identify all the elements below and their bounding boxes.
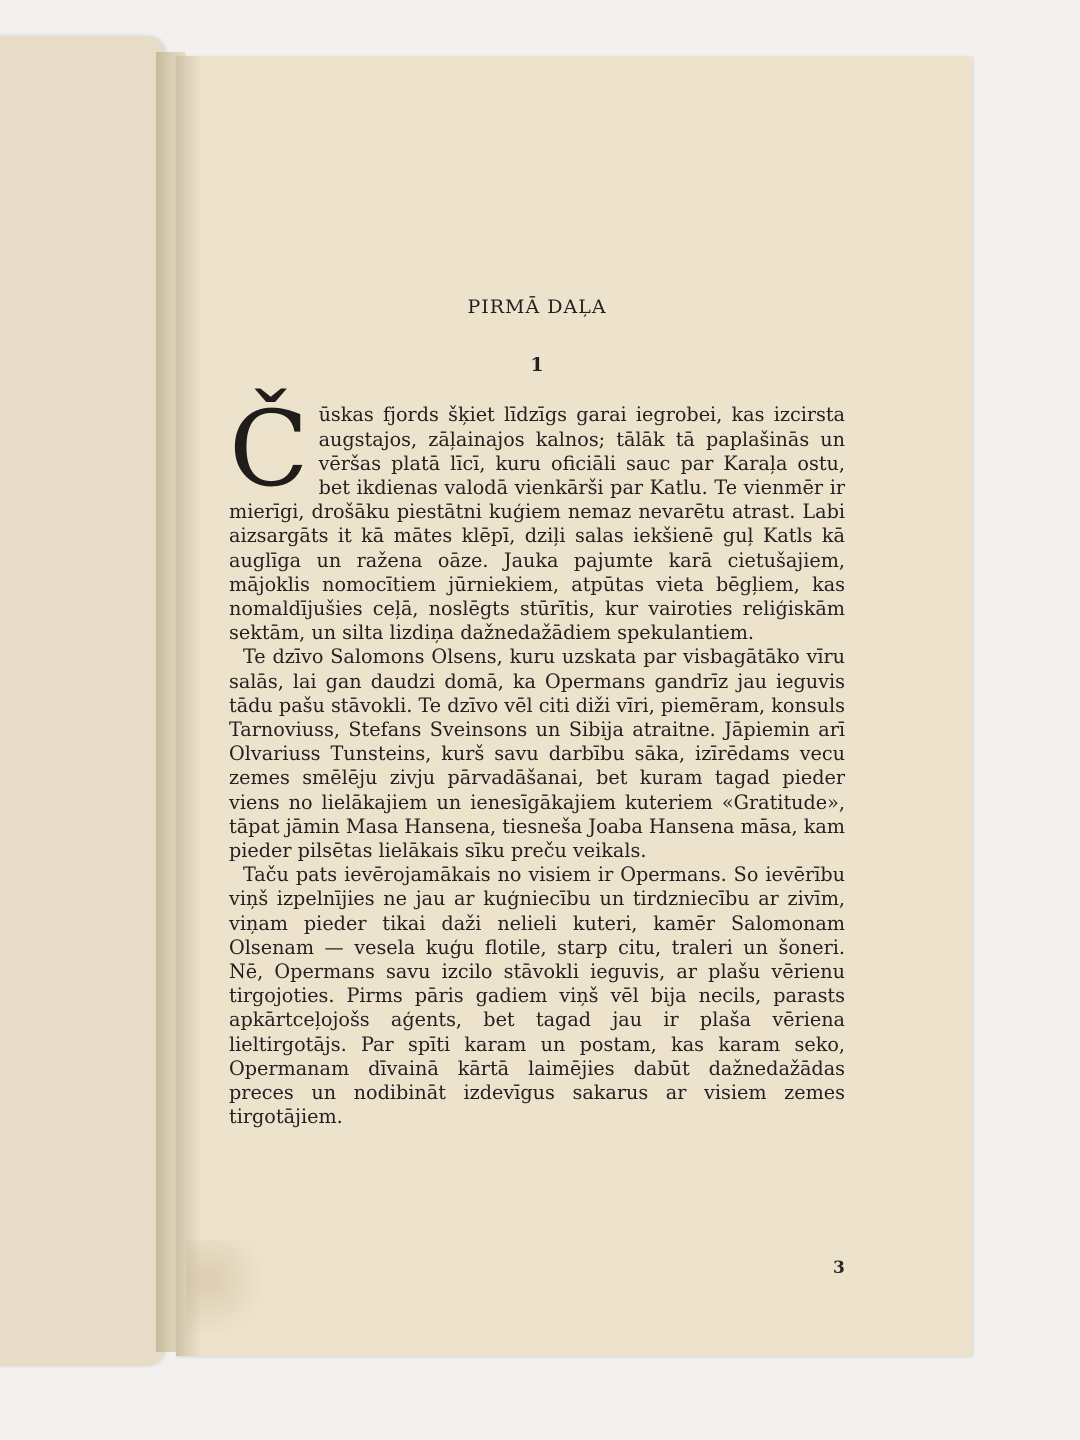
chapter-number: 1 [530,354,544,377]
page-number: 3 [833,1258,845,1278]
paper-stain [186,1240,266,1340]
paragraph-3: Taču pats ievērojamākais no visiem ir Opermans. So ievērību viņš izpelnījies ne jau ar kuģniecību un tirdzniecību ar zivīm, viņam pieder tikai daži nelieli kuteri, kamēr Salomonam Olsenam — vesela kuģu flotile, starp citu, traleri un šoneri. Nē, Opermans savu izcilo stāvokli ieguvis, ar plašu vērienu tirgojoties. Pirms pāris gadiem viņš vēl bija necils, parasts apkārtceļojošs aģents, bet tagad jau ir plaša vēriena lieltirgotājs. Par spīti karam un postam, kas karam seko, Opermanam dīvainā kārtā laimējies dabūt dažnedažādas preces un nodibināt izdevīgus sakarus ar visiem zemes tirgotājiem. [229,863,845,1129]
page-text [229,295,845,1130]
part-title: PIRMĀ DAĻA [467,296,607,318]
drop-cap: Č [229,388,309,511]
paragraph-2: Te dzīvo Salomons Olsens, kuru uzskata par visbagātāko vīru salās, lai gan daudzi domā, ka Opermans gandrīz jau ieguvis tādu pašu stāvokli. Te dzīvo vēl citi diži vīri, piemēram, konsuls Tarnoviuss, Stefans Sveinsons un Sibija atraitne. Jāpiemin arī Olvariuss Tunsteins, kurš savu darbību sāka, izīrēdams vecu zemes smēlēju zivju pārvadāšanai, bet kuram tagad pieder viens no lielākajiem un ienesīgākajiem kuteriem «Gratitude», tāpat jāmin Masa Hansena, tiesneša Joaba Hansena māsa, kam pieder pilsētas lielākais sīku preču veikals. [229,645,845,863]
paragraph-1-text: ūskas fjords šķiet līdzīgs garai iegrobei, kas izcirsta augstajos, zāļainajos kalnos; tālāk tā paplašinās un vēršas platā līcī, kuru oficiāli sauc par Karaļa ostu, bet ikdienas valodā vienkārši par Katlu. Te vienmēr ir mierīgi, drošāku piestātni kuģiem nemaz nevarētu atrast. Labi aizsargāts it kā mātes klēpī, dziļi salas iekšienē guļ Katls kā auglīga un ražena oāze. Jauka pajumte karā cietušajiem, mājoklis nomocītiem jūrniekiem, atpūtas vieta bēgļiem, kas nomaldījušies ceļā, noslēgts stūrītis, kur vairoties reliģiskām sektām, un silta lizdiņa dažnedažādiem spekulantiem. [229,403,845,645]
paragraph-1 [229,388,845,645]
left-page [0,36,164,1366]
